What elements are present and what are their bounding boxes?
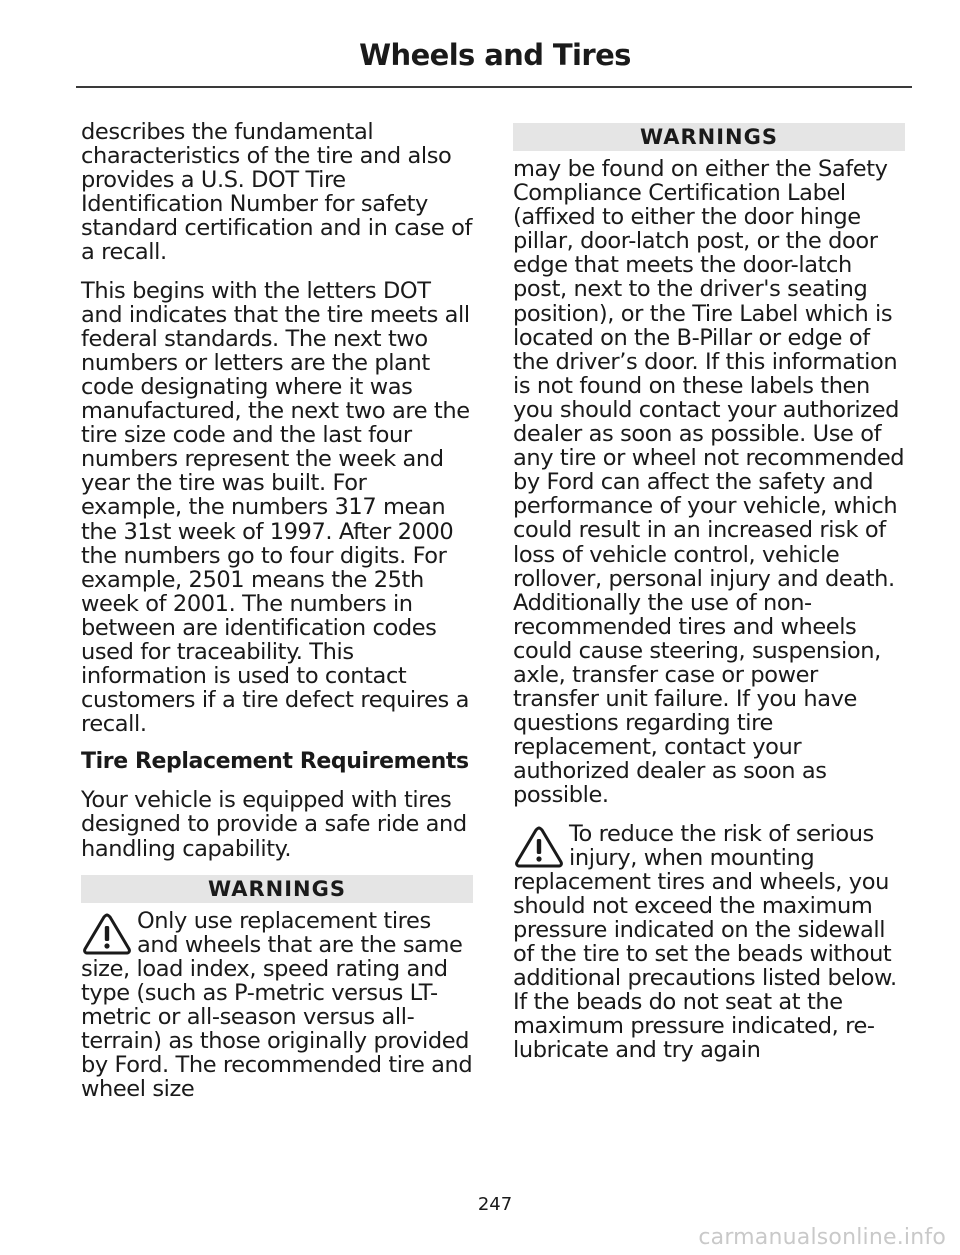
warning-block [513,822,905,1063]
page-number: 247 [477,1194,513,1215]
warning-triangle-icon [81,911,133,957]
header-divider [76,86,912,88]
page-title: Wheels and Tires [359,38,631,72]
warning-block [81,909,473,1102]
warnings-header: WARNINGS [81,875,473,903]
warning-continued-text: may be found on either the Safety Compliance Certification Label (affixed to either the door hinge pillar, door-latch post, or the door edge that meets the door-latch post, next to the driver's seating position), or the Tire Label which is located on the B-Pillar or edge of the driver’s door. If this information is not found on these labels then you should contact your authorized dealer as soon as possible. Use of any tire or wheel not recommended by Ford can affect the safety and performance of your vehicle, which could result in an increased risk of loss of vehicle control, vehicle rollover, personal injury and death. Additionally the use of non-recommended tires and wheels could cause steering, suspension, axle, transfer case or power transfer unit failure. If you have questions regarding tire replacement, contact your authorized dealer as soon as possible. [513,156,905,809]
warnings-header: WARNINGS [513,123,905,151]
paragraph-dot-code: This begins with the letters DOT and indicates that the tire meets all federal standards. The next two numbers or letters are the plant code designating where it was manufactured, the next two are the tire size code and the last four numbers represent the week and year the tire was built. For example, the numbers 317 mean the 31st week of 1997. After 2000 the numbers go to four digits. For example, 2501 means the 25th week of 2001. The numbers in between are identification codes used for traceability. This information is used to contact customers if a tire defect requires a recall. [81,277,470,738]
warning-text: To reduce the risk of serious injury, when mounting replacement tires and wheels, you should not exceed the maximum pressure indicated on the sidewall of the tire to set the beads without additional precautions listed below. If the beads do not seat at the maximum pressure indicated, re-lubricate and try again [513,820,897,1064]
left-column [81,120,473,1115]
section-heading: Tire Replacement Requirements [81,749,469,775]
paragraph-tire-identification: describes the fundamental characteristics of the tire and also provides a U.S. DOT Tire Identification Number for safety standard certification and in case of a recall. [81,119,472,266]
watermark: carmanualsonline.info [698,1225,946,1250]
warning-text: Only use replacement tires and wheels that are the same size, load index, speed rating and type (such as P-metric versus LT-metric or all-season versus all-terrain) as those originally provided by Ford. The recommended tire and wheel size [81,907,473,1103]
warning-triangle-icon [513,824,565,870]
paragraph-tire-capability: Your vehicle is equipped with tires designed to provide a safe ride and handling capability. [81,787,467,862]
right-column [513,123,905,1076]
